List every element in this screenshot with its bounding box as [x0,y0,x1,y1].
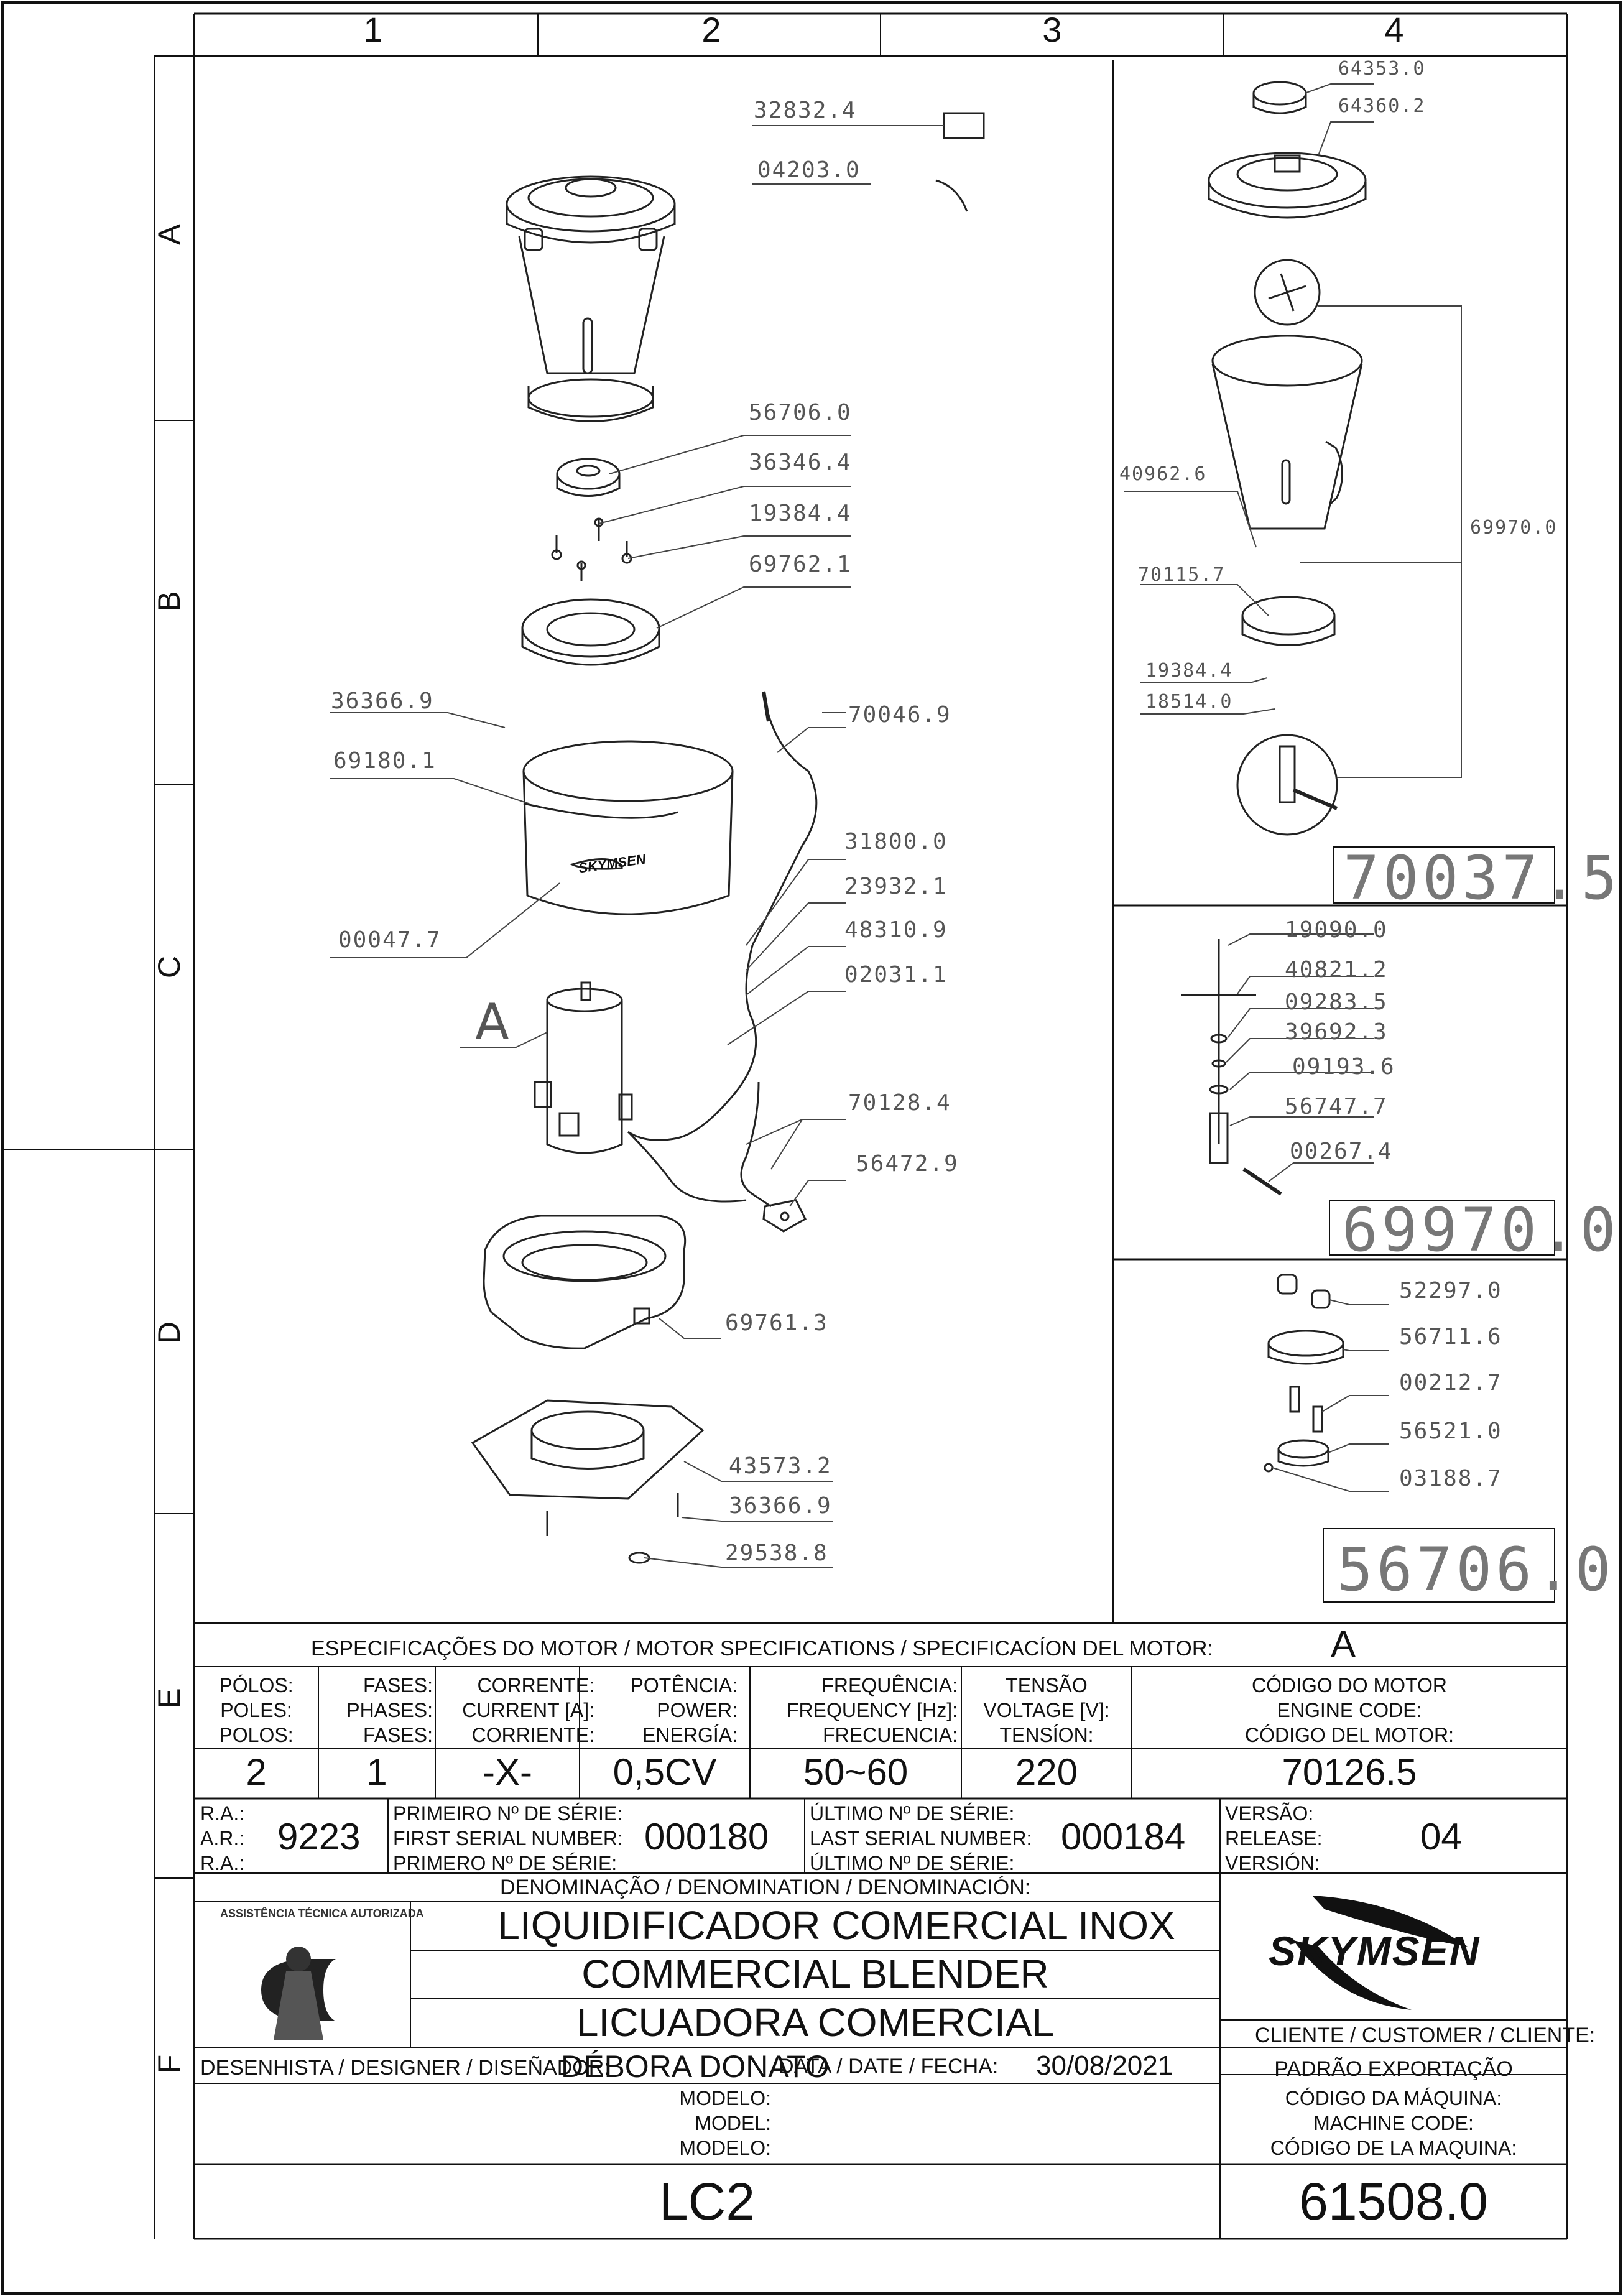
spec-value-poles: 2 [246,1751,267,1793]
last-serial-value: 000184 [1061,1816,1186,1858]
part-ref-18514-0: 18514.0 [1145,691,1233,713]
spec-header-poles: PÓLOS: POLES: POLOS: [219,1674,294,1746]
part-ref-40962-6: 40962.6 [1119,463,1207,485]
model-labels: MODELO: MODEL: MODELO: [679,2087,771,2159]
model-value: LC2 [659,2172,756,2231]
part-ref-03188-7: 03188.7 [1399,1466,1502,1491]
spec-header-current: CORRENTE: CURRENT [A]: CORRIENTE: [462,1674,594,1746]
part-ref-70115-7: 70115.7 [1138,564,1226,586]
part-ref-00212-7: 00212.7 [1399,1370,1502,1396]
label-sticker [944,113,984,138]
blade-assembly-detail [1181,939,1281,1194]
spec-header-phases: FASES: PHASES: FASES: [346,1674,433,1746]
part-ref-69180-1: 69180.1 [333,748,437,774]
part-ref-56521-0: 56521.0 [1399,1419,1502,1444]
grid-col-2: 2 [701,10,721,49]
spec-header-voltage: TENSÃO VOLTAGE [V]: TENSÍON: [983,1674,1110,1746]
part-ref-56472-9: 56472.9 [856,1151,959,1177]
date-label: DATA / DATE / FECHA: [779,2055,999,2078]
grid-row-A: A [152,224,187,245]
denomination-label: DENOMINAÇÃO / DENOMINATION / DENOMINACIÓN: [500,1876,1031,1899]
part-ref-48310-9: 48310.9 [844,917,948,943]
grid-row-C: C [152,955,187,979]
screw-set [552,519,631,581]
part-ref-02031-1: 02031.1 [844,962,948,988]
wire-piece [936,180,967,211]
housing-brand-text: SKYMSEN [577,851,647,876]
kit-code-56706-0: 56706.0 [1337,1535,1615,1604]
ra-labels: R.A.: A.R.: R.A.: [200,1802,245,1874]
stamp-lettering: ASSISTÊNCIA TÉCNICA AUTORIZADA [220,1907,424,1920]
part-ref-00047-7: 00047.7 [338,927,442,953]
jar-base [522,599,659,665]
grid-row-F: F [152,2054,187,2074]
version-value: 04 [1420,1816,1462,1858]
switch-block [764,1200,805,1231]
spec-value-phases: 1 [366,1751,387,1793]
spec-header-engine-code: CÓDIGO DO MOTOR ENGINE CODE: CÓDIGO DEL MOTOR: [1244,1674,1454,1746]
grid-row-D: D [152,1321,187,1345]
motor-callout-letter: A [475,993,509,1051]
part-ref-70046-9: 70046.9 [848,702,951,728]
part-ref-64360-2: 64360.2 [1338,95,1426,117]
last-serial-labels: ÚLTIMO Nº DE SÉRIE: LAST SERIAL NUMBER: ÚLTIMO Nº DE SÉRIE: [810,1802,1032,1874]
version-labels: VERSÃO: RELEASE: VERSIÓN: [1225,1802,1323,1874]
spec-value-power: 0,5CV [613,1751,717,1793]
designer-label: DESENHISTA / DESIGNER / DISEÑADOR: [200,2056,610,2080]
part-ref-56747-7: 56747.7 [1285,1094,1388,1119]
first-serial-value: 000180 [644,1816,769,1858]
spec-value-voltage: 220 [1015,1751,1078,1793]
coupling-detail [1265,1275,1343,1471]
ra-value: 9223 [277,1816,361,1858]
machine-body [484,1216,685,1348]
product-name-pt: LIQUIDIFICADOR COMERCIAL INOX [497,1903,1175,1948]
motor-unit [535,983,632,1153]
part-ref-00267-4: 00267.4 [1290,1139,1393,1164]
designer-name: DÉBORA DONATO [561,2049,830,2084]
spec-value-current: -X- [483,1751,532,1793]
part-ref-09283-5: 09283.5 [1285,989,1388,1015]
part-ref-29538-8: 29538.8 [725,1540,828,1566]
grid-col-4: 4 [1384,10,1404,49]
kit-code-69970-0: 69970.0 [1342,1195,1620,1265]
kit-code-70037-5: 70037.5 [1343,843,1621,913]
product-name-en: COMMERCIAL BLENDER [581,1951,1049,1996]
specs-title: ESPECIFICAÇÕES DO MOTOR / MOTOR SPECIFICATIONS / SPECIFICACÍON DEL MOTOR: [311,1637,1213,1660]
grid-row-B: B [152,591,187,612]
part-ref-23932-1: 23932.1 [844,874,948,899]
client-label: CLIENTE / CUSTOMER / CLIENTE: [1255,2024,1596,2047]
spec-value-engine-code: 70126.5 [1282,1751,1417,1793]
part-ref-19384-4: 19384.4 [749,501,852,526]
product-name-es: LICUADORA COMERCIAL [576,2000,1055,2045]
spec-value-frequency: 50~60 [803,1751,909,1793]
grid-col-1: 1 [363,10,383,49]
client-value: PADRÃO EXPORTAÇÃO [1274,2057,1513,2081]
spec-header-frequency: FREQUÊNCIA: FREQUENCY [Hz]: FRECUENCIA: [787,1674,958,1746]
part-ref-69761-3: 69761.3 [725,1310,828,1336]
part-ref-19090-0: 19090.0 [1285,917,1388,943]
spec-header-power: POTÊNCIA: POWER: ENERGÍA: [630,1674,738,1746]
jar-assembly-detail [1209,82,1366,835]
motor-housing [524,741,733,914]
part-ref-69762-1: 69762.1 [749,552,852,577]
part-ref-19384-4b: 19384.4 [1145,660,1233,682]
part-ref-36366-9: 36366.9 [331,688,434,714]
brand-logo-text: SKYMSEN [1269,1928,1481,1974]
first-serial-labels: PRIMEIRO Nº DE SÉRIE: FIRST SERIAL NUMBER: PRIMERO Nº DE SÉRIE: [393,1802,623,1874]
blender-jar [507,177,675,422]
machine-code-value: 61508.0 [1299,2172,1488,2231]
grid-col-3: 3 [1042,10,1062,49]
part-ref-52297-0: 52297.0 [1399,1278,1502,1303]
date-value: 30/08/2021 [1036,2050,1173,2081]
part-ref-69970-0: 69970.0 [1470,517,1558,539]
part-ref-40821-2: 40821.2 [1285,957,1388,983]
part-ref-64353-0: 64353.0 [1338,58,1426,80]
part-ref-36366-9b: 36366.9 [729,1493,832,1519]
part-ref-09193-6: 09193.6 [1292,1054,1395,1080]
part-ref-04203-0: 04203.0 [757,157,861,183]
part-ref-70128-4: 70128.4 [848,1090,951,1116]
specs-motor-ref: A [1331,1623,1356,1665]
grid-row-E: E [152,1688,187,1709]
base-plate [473,1400,703,1563]
part-ref-43573-2: 43573.2 [729,1453,832,1479]
part-ref-31800-0: 31800.0 [844,829,948,854]
part-ref-39692-3: 39692.3 [1285,1019,1388,1045]
part-ref-36346-4: 36346.4 [749,450,852,475]
coupling-part [557,459,619,496]
machine-code-labels: CÓDIGO DA MÁQUINA: MACHINE CODE: CÓDIGO DE LA MAQUINA: [1270,2087,1517,2159]
part-ref-32832-4: 32832.4 [754,98,857,123]
part-ref-56711-6: 56711.6 [1399,1324,1502,1349]
part-ref-56706-0: 56706.0 [749,400,852,425]
